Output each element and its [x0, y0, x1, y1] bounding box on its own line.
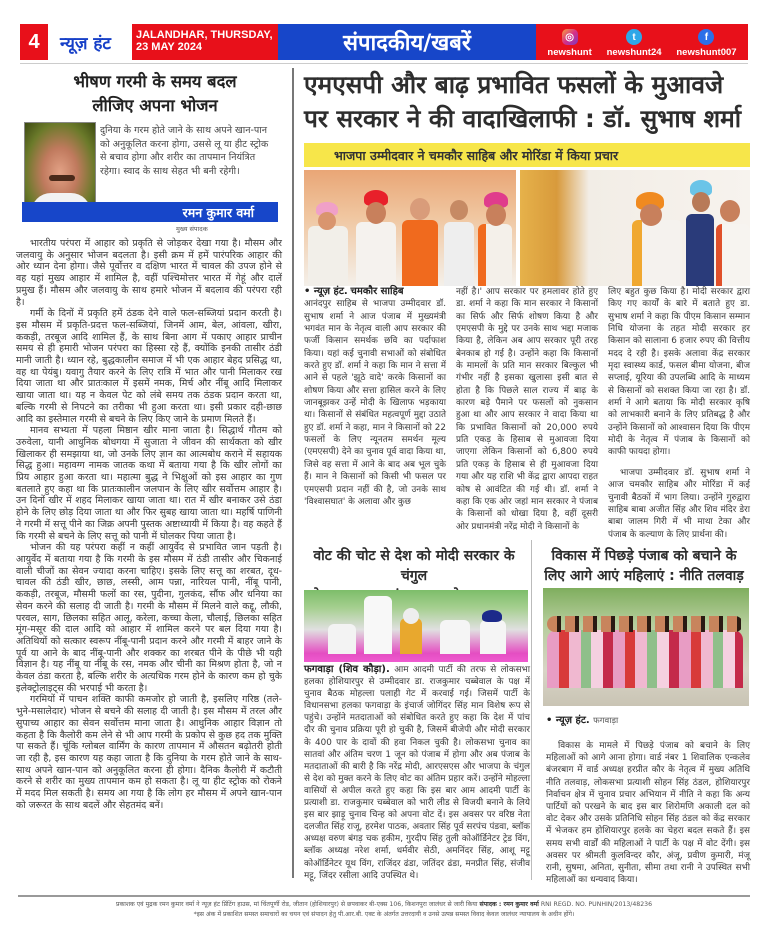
- author-role: मुख्य संपादक: [176, 225, 208, 233]
- main-subheadline: भाजपा उम्मीदवार ने चमकौर साहिब और मोरिंडा में किया प्रचार: [304, 143, 750, 167]
- editorial-title: भीषण गरमी के समय बदल लीजिए अपना भोजन: [73, 72, 237, 115]
- section-title: संपादकीय/खबरें: [278, 24, 536, 60]
- main-story-column-1: • न्यूज़ हंट. चमकौर साहिब आनंदपुर साहिब से भाजपा उम्मीदवार डॉ. सुभाष शर्मा ने आज पंजाब में मुख्यमंत्री भगवंत मान के नेतृत्व वाली आप सरकार की फर्जी किसान समर्थक छवि का पर्दाफाश किया। यहां कई चुनावी सभाओं को संबोधित करते हुए डॉ. शर्मा ने कहा कि मान ने सत्ता में आने से पहले 'झूठे वादे' करके किसानों का शोषण किया और सत्ता हासिल करने के लिए जानबूझकर उन्हें मोदी के खिलाफ भड़काया था। किसानों से संबंधित महत्वपूर्ण मुद्दा उठाते हुए डॉ. शर्मा ने कहा, मान ने किसानों को 22 फसलों के लिए न्यूनतम समर्थन मूल्य (एमएसपी) देने का चुनाव पूर्व वादा किया था, जिसे वह सत्ता में आने के बाद अब भूल चुके हैं। मान ने किसानों को किसी भी फसल पर एमएसपी प्रदान नहीं की है, जो उनके साथ 'विश्वासघात' के अलावा और कुछ: [304, 286, 446, 507]
- phagwara-body: फगवाड़ा (शिव कौड़ा). आम आदमी पार्टी की तरफ से लोकसभा हलका होशियारपुर से उम्मीदवार डा. राजकुमार चब्बेवाल के पक्ष में चुनाव बैठक मोहल्ला पलाही गेट में करवाई गई। जिसमें पार्टी के विधानसभा हलका फगवाड़ा के इंचार्ज जोगिंदर सिंह मान विशेष रूप से पहुंचे। उन्होंने मतदाताओं को संबोधित करते हुए कहा कि देश में पांच दौर की चुनाव प्रक्रिया पूरी हो चुकी है, जिसमें बीजेपी और मोदी सरकार के 400 पार के दावों की हवा निकल चुकी है। लोकसभा चुनाव का सातवां और अंतिम चरण 1 जून को पंजाब में होगा और अब पंजाब के मतदाताओं की बारी है कि नरेंद्र मोदी, आरएसएस और भाजपा के चंगुल से देश को मुक्त करने के लिए वोट का अंतिम प्रहार करें। उन्होंने मोहल्ला वासियों से अपील करते हुए कहा कि इस बार आम आदमी पार्टी के प्रत्याशी डा. राजकुमार चब्बेवाल को भारी लीड से विजयी बनाने के लिये इस बार झाड़ू चुनाव चिन्ह को अपना वोट दें। इस अवसर पर वरिष्ठ नेता दलजीत सिंह राजू, हरमेश पाठक, अवतार सिंह पूर्व सरपंच पंडवा, ब्लॉक अध्यक्ष वरुण बंगड़ चक हकीम, गुरदीप सिंह तुली कोऑर्डिनेटर ट्रेड विंग, ब्लॉक अध्यक्ष नरेश शर्मा, धर्मवीर सेठी, अमनिंदर सिंह, आशू मट्टू कोऑर्डिनेटर यूथ विंग, राजिंदर ढंडा, जतिंदर ढंडा, मनप्रीत सिंह, संजीव मट्टू, जिंदर रसीला आदि उपस्थित थे।: [304, 664, 530, 881]
- twitter-icon: t: [626, 29, 642, 45]
- author-photo: [24, 122, 96, 214]
- dateline-date: 23 MAY 2024: [136, 41, 203, 53]
- editorial-paragraph: भारतीय परंपरा में आहार को प्रकृति से जोड़कर देखा गया है। मौसम और जलवायु के अनुसार भोजन बदलता है। इसी क्रम में हमें पारंपरिक आहार की ओर ध्यान देना होगा। जैसे पूर्वोत्तर व दक्षिण भारत में चावल की उपज होने से वह यहां मुख्य आहार में शामिल है, वहीं पश्चिमोत्तर भारत में गेहूं और दालें प्रमुख हैं। मौसम और जलवायु के साथ हमारे भोजन में बदलाव की परंपरा रही है।: [16, 238, 282, 308]
- rni-number: RNI REGD. NO. PUNHIN/2013/48236: [540, 901, 653, 908]
- main-story-body: [304, 286, 750, 541]
- women-body: विकास के मामले में पिछड़े पंजाब को बचाने के लिए महिलाओं को आगे आना होगा। वार्ड नंबर 1 शिवालिक एन्कलेव बंजरबाग में वार्ड अध्यक्ष हरप्रीत कौर के नेतृत्व में मुख्य अतिथि नीति तलवाड़, लोकसभा प्रत्याशी सोहन सिंह ठंडल, होशियारपुर निर्वाचन क्षेत्र में चुनाव प्रचार अभियान में नीति ने कहा कि अन्य पार्टियों को परखने के बाद इस बार शिरोमणि अकाली दल को वोट देकर और उसके प्रतिनिधि सोहन सिंह ठंडल को केंद्र सरकार में भेजकर हम होशियारपुर हलके का चेहरा बदल सकते हैं। इस समय सभी वार्डों की महिलाओं ने पार्टी के पक्ष में वोट देंगी। इस अवसर पर श्रीमती कुलविन्दर कौर, अंजू, प्रवीण कुमारी, मंजू रानी, सुषमा, अनिता, सुनीता, सीमा तथा रानी ने उपस्थित सभी महिलाओं का धन्यवाद किया।: [546, 741, 750, 886]
- editorial-paragraph: गर्मी के दिनों में प्रकृति हमें ठंडक देने वाले फल-सब्जियां प्रदान करती है। इस मौसम में प्रकृति-प्रदत्त फल-सब्जियां, जिनमें आम, बेल, आंवला, खीरा, ककड़ी, तरबूज आदि शामिल हैं, के साथ बिना आग में पकाए आहार प्राचीन समय से ही हमारी भोजन परंपरा का हिस्सा रहे हैं, क्योंकि इनकी तासीर ठंडी मानी जाती है। ध्यान रहे, बुद्धकालीन समाज में भी एक आहार बेहद प्रसिद्ध था, वह था पेयंबु। यवागु तैयार करने के लिए रात्रि में भात और पानी मिलाकर रख दिया जाता था और प्रातःकाल में इसमें नमक, मिर्च और नींबू आदि मिलाकर खाया जाता था। यह न केवल पेट को लंबे समय तक ठंडक प्रदान करता था, बल्कि गरमी से निपटने का तरीका भी हुआ करता था। इसी प्रकार दही-छाछ आदि का इस्तेमाल गरमी से बचने के लिए किए जाने के प्रमाण मिलते हैं।: [16, 308, 282, 425]
- jurisdiction-note: *इस अंक में प्रकाशित समस्त समाचारों का चयन एवं संपादन हेतु पी.आर.बी. एक्ट के अंतर्गत उत्तरदायी व उनसे उत्पन्न समस्त विवाद केवल जालंधर न्यायालय के अधीन होंगे।: [193, 911, 575, 918]
- phagwara-headline: वोट की चोट से देश को मोदी सरकार के चंगुल: [313, 548, 515, 584]
- main-story-column-2: नहीं है।' आप सरकार पर हमलावर होते हुए डा. शर्मा ने कहा कि मान सरकार ने किसानों का सिर्फ और सिर्फ शोषण किया है और एमएसपी के मुद्दे पर उनके साथ भद्दा मजाक किया है, लेकिन अब आप सरकार पूरी तरह बेनकाब हो गई है। उन्होंने कहा कि किसानों के मामलों के प्रति मान सरकार बिल्कुल भी गंभीर नहीं है इसका खुलासा इसी बात से होता है कि पिछले साल राज्य में बाढ़ के कारण बड़े पैमाने पर फसलों को नुकसान हुआ था और आप सरकार ने वादा किया था कि प्रभावित किसानों को 20,000 रुपये प्रति एकड़ के हिसाब से मुआवजा दिया जाएगा लेकिन किसानों को 6,800 रुपये प्रति एकड़ के हिसाब से ही मुआवजा दिया गया और यह राशि भी केंद्र द्वारा आपदा राहत कोष से आवंटित की गई थी। डॉ. शर्मा ने कहा कि एक ओर जहां मान सरकार ने पंजाब के किसानों को धोखा दिया है, वहीं दूसरी ओर प्रधानमंत्री नरेंद्र मोदी ने किसानों के: [456, 287, 598, 532]
- women-headline: विकास में पिछड़े पंजाब को बचाने के लिए आगे आएं महिलाएं : नीति तलवाड़: [544, 548, 744, 584]
- instagram-handle: newshunt: [547, 47, 592, 58]
- campaign-photo-group: [304, 170, 516, 286]
- main-story-column-3: लिए बहुत कुछ किया है। मोदी सरकार द्वारा किए गए कार्यों के बारे में बताते हुए डा. सुभाष शर्मा ने कहा कि पीएम किसान सम्मान निधि योजना के तहत मोदी सरकार हर किसान को सालाना 6 हजार रुपए की वित्तीय मदद दे रही है। इसके अलावा केंद्र सरकार मृदा स्वास्थ्य कार्ड, फसल बीमा योजना, बीज सप्लाई, यूरिया की उपलब्धि आदि के माध्यम से किसानों को सशक्त किया जा रहा है। डॉ. शर्मा ने आगे बताया कि मोदी सरकार कृषि को लाभकारी बनाने के लिए प्रतिबद्ध है और उन्होंने किसानों को आश्वासन दिया कि पीएम मोदी के नेतृत्व में पंजाब के किसानों को काफी फायदा होगा। भाजपा उम्मीदवार डॉ. सुभाष शर्मा ने आज चमकौर साहिब और मोरिंडा में कई चुनावी बैठकों में भाग लिया। उन्होंने गुरुद्वारा साहिब बाबा अजीत सिंह और शिव मंदिर डेरा बाबा जालम गिरी में भी माथा टेका और पंजाब के कल्याण के लिए प्रार्थना की।: [608, 287, 750, 540]
- header-divider: [20, 63, 748, 64]
- social-twitter: [607, 29, 662, 58]
- dateline-city-day: JALANDHAR, THURSDAY,: [136, 29, 273, 41]
- editor-credit: संपादक : रमन कुमार वर्मा: [479, 901, 539, 908]
- main-headline: एमएसपी और बाढ़ प्रभावित फसलों के मुआवजे पर सरकार ने की वादाखिलाफी : डॉ. सुभाष शर्मा: [304, 70, 742, 133]
- facebook-handle: newshunt007: [676, 47, 737, 58]
- editorial-paragraph: गरमियों में पाचन शक्ति काफी कमजोर हो जाती है, इसलिए गरिष्ठ (तले-भुने-मसालेदार) भोजन से बचने की सलाह दी जाती है। इस मौसम में तरल और सुपाच्य आहार का सेवन सर्वोत्तम माना जाता है। आधुनिक आहार विज्ञान तो कहता है कि कैलोरी कम लेने से भी आप गरमी के प्रकोप से कुछ हद तक मुक्ति पा सकते हैं। चूंकि ग्लोबल वार्मिंग के कारण तापमान में औसतन बढ़ोतरी होती जा रही है, इस कारण यह कहा जाता है कि दुनिया के गरम होते जाने के साथ-साथ अपने खान-पान को अनुकूलित करना ही होगा। दैनिक कैलोरी में कटौती करने से शरीर का मुख्य तापमान कम हो सकता है। लू या हीट स्ट्रोक को रोकने में मदद मिल सकती है। समय आ गया है कि लोग हर मौसम में अपने खान-पान को जरूरत के साथ बदलें और सेहतमंद बनें।: [16, 694, 282, 811]
- instagram-icon: ◎: [562, 29, 578, 45]
- dateline: [132, 24, 278, 60]
- women-group-photo: [543, 588, 749, 706]
- imprint: प्रकाशक एवं मुद्रक रमन कुमार वर्मा ने न्यूज़ हंट प्रिंटिंग हाउस, मां चिंतपूर्णी रोड, जीतान (होशियारपुर) से छपवाकर बी-एक्स 106, किशनपुरा जालंधर से जारी किया संपादक : रमन कुमार वर्मा RNI REGD. NO. PUNHIN/2013/48236 *इस अंक में प्रकाशित समस्त समाचारों का चयन एवं संपादन हेतु पी.आर.बी. एक्ट के अंतर्गत उत्तरदायी व उनसे उत्पन्न समस्त विवाद केवल जालंधर न्यायालय के अधीन होंगे।: [20, 900, 748, 920]
- column-divider: [292, 68, 294, 878]
- byline: • न्यूज़ हंट. चमकौर साहिब: [304, 286, 404, 297]
- footer-divider: [18, 895, 750, 897]
- social-instagram: [547, 29, 591, 58]
- column-divider-bottom: [531, 540, 532, 880]
- editorial-paragraph: मानव सभ्यता में पहला मिष्ठान खीर माना जाता है। सिद्धार्थ गौतम को उरुवेला, यानी आधुनिक बोधगया में सुजाता ने जीवन की सार्थकता को खीर खिलाकर ही समझाया था, जो उनके लिए ज्ञान का आत्मबोध कराने में सहायक सिद्ध हुआ। महावग्ग नामक जातक कथा में बताया गया है कि खीर लोगों का प्रिय आहार हुआ करता था। महात्मा बुद्ध ने भिक्षुओं को इस आहार का गुण बतलाते हुए कहा था कि प्रातःकालीन जलपान के लिए खीर सर्वोत्तम आहार है। उन दिनों खीर में शहद मिलाकर खाया जाता था। रात में खीर बनाकर उसे ठंडा होने के लिए छोड़ दिया जाता था और फिर सुबह खाया जाता था। महर्षि पाणिनी ने गरमी में सत्तू पीने का जिक्र अपनी पुस्तक अष्टाध्यायी में किया है। वह कहते हैं कि गरमी से बचने के लिए सत्तू को पानी में घोलकर पिया जाता है।: [16, 425, 282, 542]
- phagwara-meeting-photo: [304, 590, 528, 662]
- author-name-bar: रमन कुमार वर्मा: [22, 202, 278, 222]
- editorial-paragraph: भोजन की यह परंपरा कहीं न कहीं आयुर्वेद से प्रभावित जान पड़ती है। आयुर्वेद में बताया गया है कि गरमी के इस मौसम में ठंडी तासीर और चिकनाई वाली चीजों का सेवन ज्यादा करना चाहिए। इसके लिए सत्तू का शरबत, दूध-चावल की ठंडी खीर, छाछ, लस्सी, आम पन्ना, नारियल पानी, नींबू पानी, ककड़ी, तरबूज, मौसमी फलों का रस, पुदीना, गुलकंद, सौंफ और धनिया का सेवन करने की सलाह दी जाती है। गरमी के मौसम में मिलने वाले कद्दू, लौकी, परवल, साग, छिलका सहित आलू, करेला, कच्चा केला, चौलाई, छिलका सहित मूंग-मसूर की दाल आदि को आहार में शामिल करने पर बल दिया गया है। अतिथियों को सत्कार स्वरूप नींबू-पानी प्रदान करने और गरमी में बाहर जाने के पूर्व या आने के बाद नींबू-पानी और शक्कर का शरबत पीने के पीछे भी यही विज्ञान है। यह नींबू या नींबू के रस, नमक और चीनी का मिश्रण होता है, जो न केवल ठंडा करता है, बल्कि शरीर के अत्यधिक गरम होने के कारण कम हो चुके इलेक्ट्रोलाइट्स की भरपाई भी करता है।: [16, 542, 282, 694]
- page-number: 4: [20, 24, 48, 60]
- newspaper-logo: न्यूज़ हंट: [60, 33, 112, 54]
- twitter-handle: newshunt24: [606, 47, 662, 58]
- social-facebook: [676, 29, 736, 58]
- phagwara-dateline: फगवाड़ा (शिव कौड़ा).: [304, 664, 390, 675]
- campaign-photo-temple: [520, 170, 750, 286]
- women-byline: • न्यूज़ हंट. फगवाड़ा: [546, 715, 619, 726]
- facebook-icon: f: [698, 29, 714, 45]
- editorial-intro: दुनिया के गरम होते जाने के साथ अपने खान-पान को अनुकूलित करना होगा, उससे लू या हीट स्ट्रोक से बचाव होगा और शरीर का तापमान नियंत्रित रहेगा। स्वाद के साथ सेहत भी बनी रहेगी।: [100, 125, 269, 177]
- editorial-body: [16, 238, 282, 811]
- social-handles: [536, 24, 748, 60]
